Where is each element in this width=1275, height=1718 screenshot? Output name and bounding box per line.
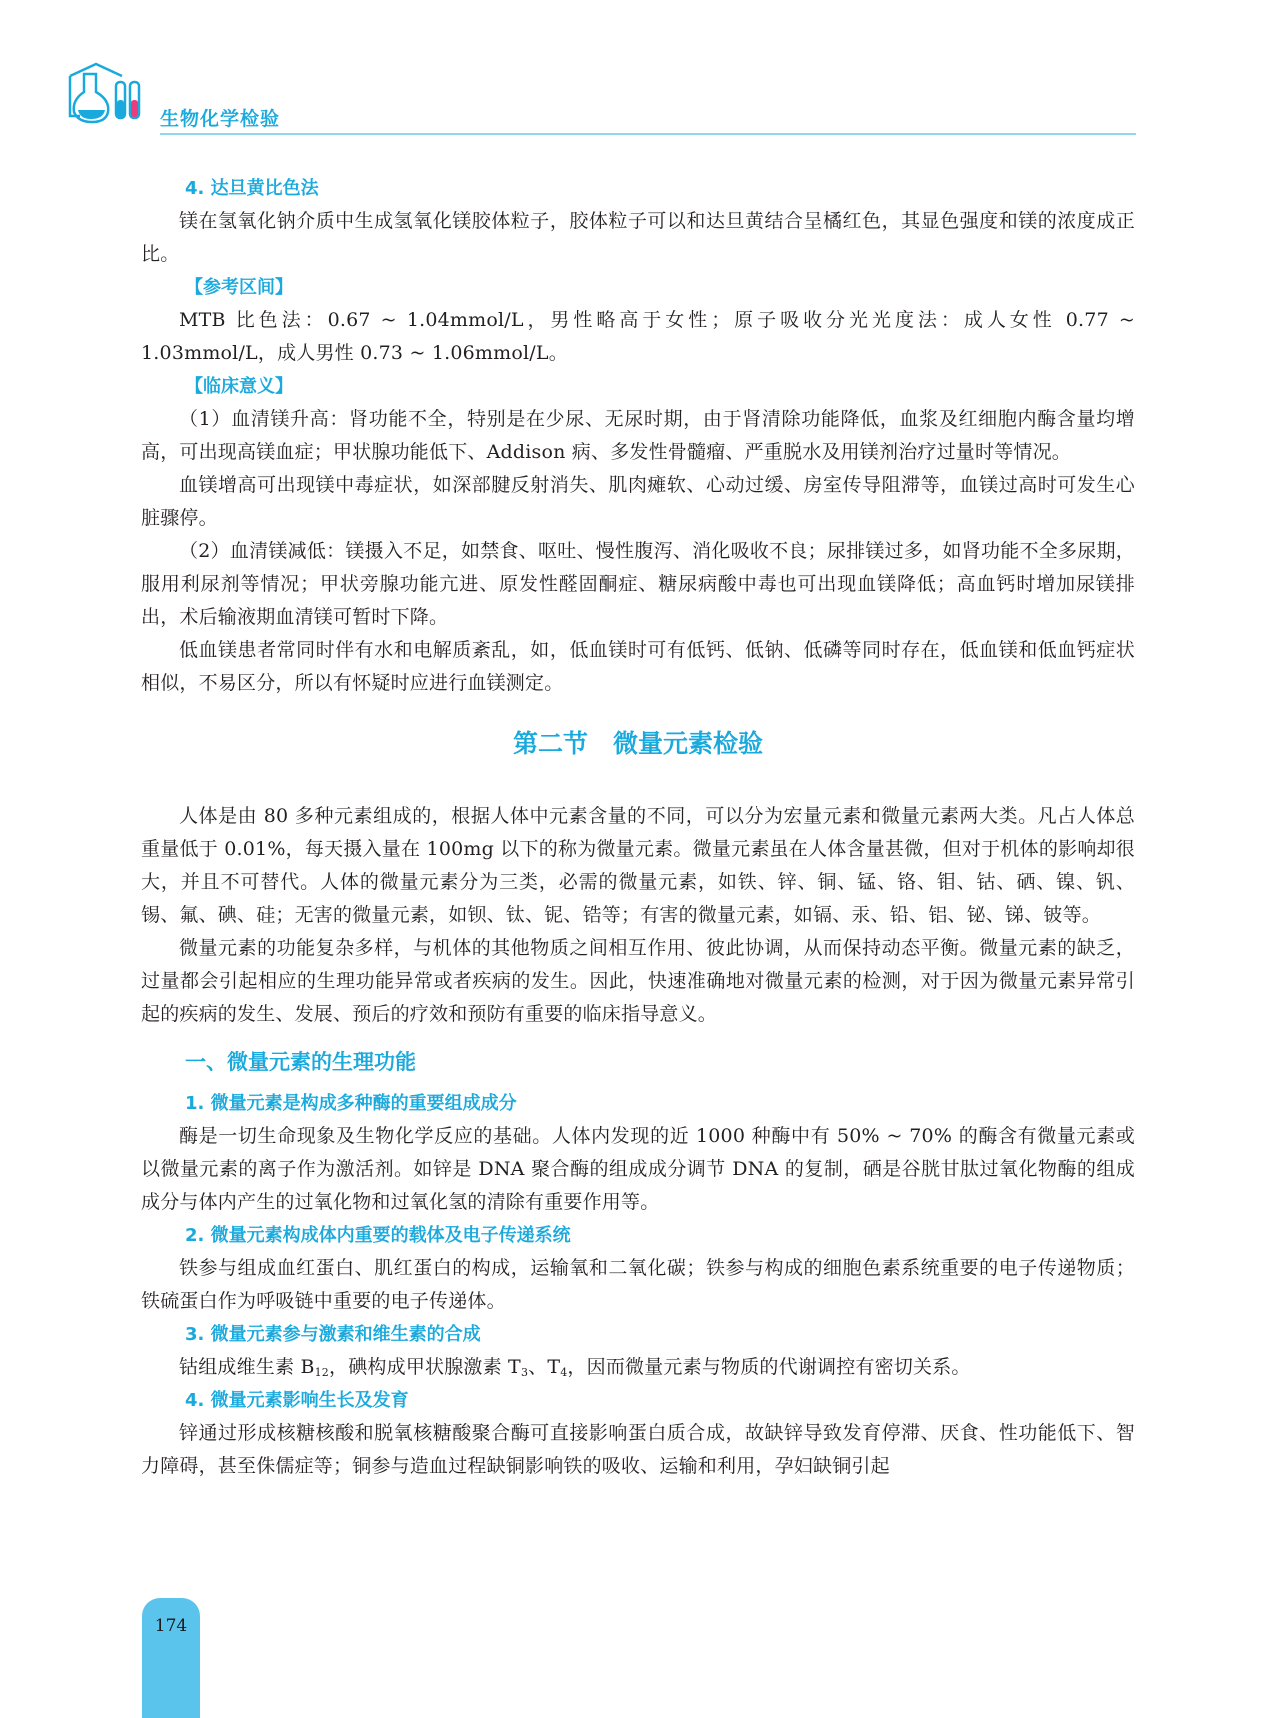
paragraph: 锌通过形成核糖核酸和脱氧核糖酸聚合酶可直接影响蛋白质合成，故缺锌导致发育停滞、厌食、性功能低下、智力障碍，甚至侏儒症等；铜参与造血过程缺铜影响铁的吸收、运输和利用，孕妇缺铜引起: [141, 1422, 1135, 1477]
chapter-subheading: 一、微量元素的生理功能: [185, 1050, 416, 1074]
paragraph: 血镁增高可出现镁中毒症状，如深部腱反射消失、肌肉瘫软、心动过缓、房室传导阻滞等，血镁过高时可发生心脏骤停。: [141, 474, 1135, 529]
subsection-heading-3: 3. 微量元素参与激素和维生素的合成: [185, 1324, 481, 1345]
text-run: ，碘构成甲状腺激素 T: [329, 1356, 521, 1378]
section-title: 第二节 微量元素检验: [512, 729, 763, 758]
book-title: 生物化学检验: [160, 108, 281, 130]
clinical-significance-label: 【临床意义】: [185, 376, 293, 397]
subsection-heading-method-4: 4. 达旦黄比色法: [185, 178, 319, 199]
page-header: [0, 0, 1275, 140]
text-run: ，因而微量元素与物质的代谢调控有密切关系。: [567, 1356, 971, 1378]
lab-flask-test-tube-icon: [66, 62, 146, 136]
header-divider: [160, 133, 1136, 135]
page-number-tab: [142, 1598, 200, 1718]
subscript: 3: [520, 1366, 529, 1379]
text-run: 、T: [528, 1356, 561, 1378]
page-content: [141, 172, 1135, 1483]
page-number: 174: [154, 1616, 188, 1636]
subscript: 4: [560, 1366, 568, 1379]
reference-range-label: 【参考区间】: [185, 277, 293, 298]
paragraph: 镁在氢氧化钠介质中生成氢氧化镁胶体粒子，胶体粒子可以和达旦黄结合呈橘红色，其显色强度和镁的浓度成正比。: [141, 210, 1135, 265]
paragraph: MTB 比色法：0.67 ~ 1.04mmol/L，男性略高于女性；原子吸收分光光度法：成人女性 0.77 ~ 1.03mmol/L，成人男性 0.73 ~ 1.06mmol/L。: [141, 309, 1135, 364]
paragraph: 人体是由 80 多种元素组成的，根据人体中元素含量的不同，可以分为宏量元素和微量元素两大类。凡占人体总重量低于 0.01%，每天摄入量在 100mg 以下的称为微量元素。微量元素虽在人体含量甚微，但对于机体的影响却很大，并且不可替代。人体的微量元素分为三类，必需的微量元素，如铁、锌、铜、锰、铬、钼、钴、硒、镍、钒、锡、氟、碘、硅；无害的微量元素，如钡、钛、铌、锆等；有害的微量元素，如镉、汞、铅、铝、铋、锑、铍等。: [141, 805, 1135, 926]
paragraph: （1）血清镁升高：肾功能不全，特别是在少尿、无尿时期，由于肾清除功能降低，血浆及红细胞内酶含量均增高，可出现高镁血症；甲状腺功能低下、Addison 病、多发性骨髓瘤、严重脱水及用镁剂治疗过量时等情况。: [141, 408, 1135, 463]
paragraph: 铁参与组成血红蛋白、肌红蛋白的构成，运输氧和二氧化碳；铁参与构成的细胞色素系统重要的电子传递物质；铁硫蛋白作为呼吸链中重要的电子传递体。: [141, 1257, 1135, 1312]
paragraph: 微量元素的功能复杂多样，与机体的其他物质之间相互作用、彼此协调，从而保持动态平衡。微量元素的缺乏，过量都会引起相应的生理功能异常或者疾病的发生。因此，快速准确地对微量元素的检测，对于因为微量元素异常引起的疾病的发生、发展、预后的疗效和预防有重要的临床指导意义。: [141, 937, 1135, 1025]
paragraph: [141, 1351, 1135, 1384]
subsection-heading-4: 4. 微量元素影响生长及发育: [185, 1390, 409, 1411]
paragraph: 低血镁患者常同时伴有水和电解质紊乱，如，低血镁时可有低钙、低钠、低磷等同时存在，低血镁和低血钙症状相似，不易区分，所以有怀疑时应进行血镁测定。: [141, 639, 1135, 694]
text-run: 钴组成维生素 B: [179, 1356, 315, 1378]
paragraph: （2）血清镁减低：镁摄入不足，如禁食、呕吐、慢性腹泻、消化吸收不良；尿排镁过多，如肾功能不全多尿期，服用利尿剂等情况；甲状旁腺功能亢进、原发性醛固酮症、糖尿病酸中毒也可出现血镁降低；高血钙时增加尿镁排出，术后输液期血清镁可暂时下降。: [141, 540, 1135, 628]
subsection-heading-2: 2. 微量元素构成体内重要的载体及电子传递系统: [185, 1225, 571, 1246]
paragraph: 酶是一切生命现象及生物化学反应的基础。人体内发现的近 1000 种酶中有 50% ~ 70% 的酶含有微量元素或以微量元素的离子作为激活剂。如锌是 DNA 聚合酶的组成成分调节 DNA 的复制，硒是谷胱甘肽过氧化物酶的组成成分与体内产生的过氧化物和过氧化氢的清除有重要作用等。: [141, 1125, 1135, 1213]
subscript: 12: [314, 1366, 330, 1379]
subsection-heading-1: 1. 微量元素是构成多种酶的重要组成成分: [185, 1093, 517, 1114]
